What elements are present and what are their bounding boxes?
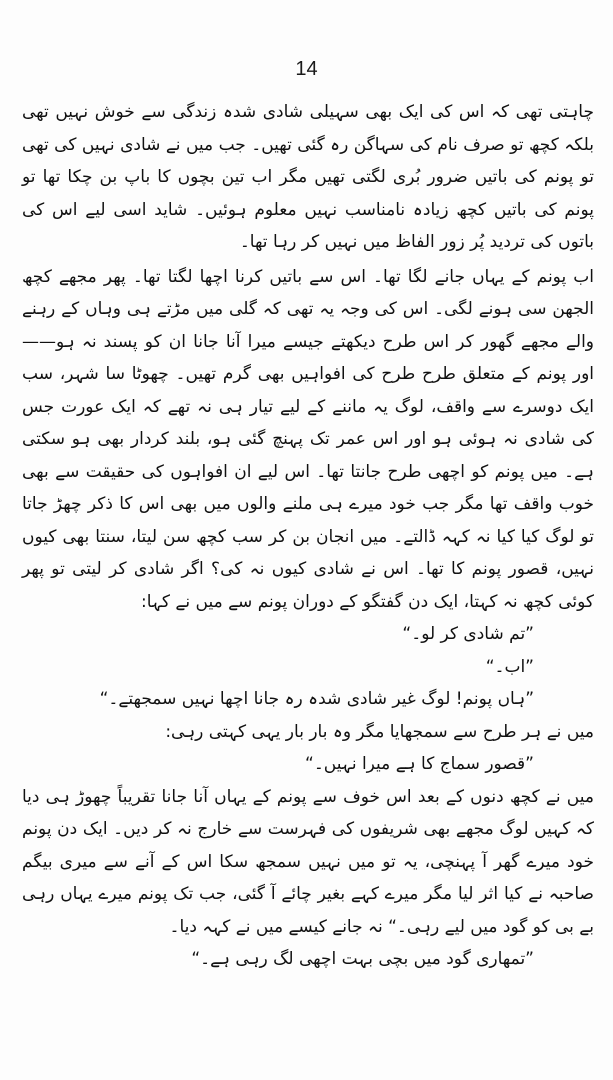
dialogue-line: ”اب۔“ <box>485 656 534 677</box>
narration-line: میں نے ہر طرح سے سمجھایا مگر وہ بار بار یہی کہتی رہی: <box>165 721 594 742</box>
dialogue-line: ”قصور سماج کا ہے میرا نہیں۔“ <box>305 754 534 774</box>
page-body-text <box>22 96 594 976</box>
dialogue-line: ”تم شادی کر لو۔“ <box>402 624 534 644</box>
page-number: 14 <box>295 58 318 80</box>
paragraph: اب پونم کے یہاں جانے لگا تھا۔ اس سے باتیں کرنا اچھا لگتا تھا۔ پھر مجھے کچھ الجھن سی ہونے لگی۔ اس کی وجہ یہ تھی کہ گلی میں مڑتے ہی وہاں کے رہنے والے مجھے گھور کر اس طرح دیکھتے جیسے میرا آنا جانا ان کو پسند نہ ہو—— اور پونم کے متعلق طرح طرح کی افواہیں بھی گرم تھیں۔ چھوٹا سا شہر، سب ایک دوسرے سے واقف، لوگ یہ ماننے کے لیے تیار ہی نہ تھے کہ ایک عورت جس کی شادی نہ ہوئی ہو اور اس عمر تک پہنچ گئی ہو، بلند کردار بھی ہو سکتی ہے۔ میں پونم کو اچھی طرح جانتا تھا۔ اس لیے ان افواہوں کی حقیقت سے بھی خوب واقف تھا مگر جب خود میرے ہی ملنے والوں میں بھی اس کا ذکر چھڑ جاتا تو لوگ کیا کیا نہ کہہ ڈالتے۔ میں انجان بن کر سب کچھ سن لیتا، سنتا بھی کیوں نہیں، قصور پونم کا تھا۔ اس نے شادی کیوں نہ کی؟ اگر شادی کر لیتی تو پھر کوئی کچھ نہ کہتا، ایک دن گفتگو کے دوران پونم سے میں نے کہا: <box>22 266 594 612</box>
paragraph: چاہتی تھی کہ اس کی ایک بھی سہیلی شادی شدہ زندگی سے خوش نہیں تھی بلکہ کچھ تو صرف نام کی سہاگن رہ گئی تھیں۔ جب میں نے شادی نہیں کی تھی تو پونم کی باتیں ضرور بُری لگتی تھیں مگر اب تین بچوں کا باپ بن چکا تھا تو پونم کی باتیں کچھ زیادہ نامناسب نہیں معلوم ہوئیں۔ شاید اسی لیے اس کی باتوں کی تردید پُر زور الفاظ میں نہیں کر رہا تھا۔ <box>22 102 594 252</box>
dialogue-line: ”تمھاری گود میں بچی بہت اچھی لگ رہی ہے۔“ <box>191 949 534 969</box>
dialogue-line: ”ہاں پونم! لوگ غیر شادی شدہ رہ جانا اچھا نہیں سمجھتے۔“ <box>99 689 534 709</box>
paragraph: میں نے کچھ دنوں کے بعد اس خوف سے پونم کے یہاں آنا جانا تقریباً چھوڑ ہی دیا کہ کہیں لوگ مجھے بھی شریفوں کی فہرست سے خارج نہ کر دیں۔ ایک دن پونم خود میرے گھر آ پہنچی، یہ تو میں نہیں سمجھ سکا اس کے آنے سے میری بیگم صاحبہ نے کیا اثر لیا مگر میرے کہے بغیر چائے آ گئی، جب تک پونم میرے یہاں رہی بے بی کو گود میں لیے رہی۔“ نہ جانے کیسے میں نے کہہ دیا۔ <box>22 786 594 937</box>
